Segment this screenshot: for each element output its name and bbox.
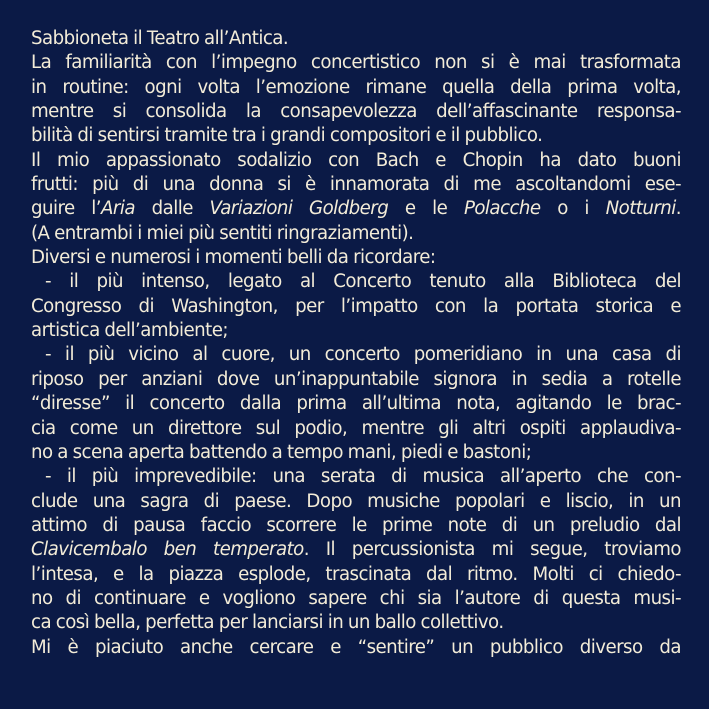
text-line-with-italics bbox=[31, 538, 681, 562]
text-line: in routine: ogni volta l’emozione rimane quella della prima volta, bbox=[31, 76, 681, 98]
text-span: dalle bbox=[134, 198, 210, 220]
text-line: bilità di sentirsi tramite tra i grandi compositori e il pubblico. bbox=[31, 125, 543, 147]
text-span: o i bbox=[540, 198, 606, 220]
text-line-with-italics bbox=[31, 197, 681, 221]
italic-title-clavicembalo: Clavicembalo ben temperato bbox=[31, 539, 304, 561]
text-line: Diversi e numerosi i momenti belli da ricordare: bbox=[31, 247, 436, 269]
text-span: guire l’ bbox=[31, 198, 102, 220]
text-line: ca così bella, perfetta per lanciarsi in un ballo collettivo. bbox=[31, 612, 504, 634]
document-body bbox=[31, 27, 681, 660]
text-line: Mi è piaciuto anche cercare e “sentire” un pubblico diverso da bbox=[31, 636, 681, 658]
text-line: no a scena aperta battendo a tempo mani, piedi e bastoni; bbox=[31, 441, 532, 463]
text-span: . bbox=[675, 198, 681, 220]
document-title: Sabbioneta il Teatro all’Antica. bbox=[31, 28, 289, 49]
text-line: clude una sagra di paese. Dopo musiche popolari e liscio, in un bbox=[31, 490, 681, 512]
text-line: La familiarità con l’impegno concertistico non si è mai trasformata bbox=[31, 52, 681, 74]
text-line: cia come un direttore sul podio, mentre gli altri ospiti applaudiva- bbox=[31, 417, 681, 439]
text-line: riposo per anziani dove un’inappuntabile signora in sedia a rotelle bbox=[31, 368, 681, 390]
text-span: e le bbox=[388, 198, 464, 220]
text-line: (A entrambi i miei più sentiti ringraziamenti). bbox=[31, 222, 414, 244]
list-item-line: - il più intenso, legato al Concerto tenuto alla Biblioteca del bbox=[45, 271, 681, 293]
text-line: attimo di pausa faccio scorrere le prime note di un preludio dal bbox=[31, 514, 681, 536]
text-line: Il mio appassionato sodalizio con Bach e Chopin ha dato buoni bbox=[31, 149, 681, 171]
italic-title-goldberg: Variazioni Goldberg bbox=[209, 198, 389, 220]
text-line: Congresso di Washington, per l’impatto con la portata storica e bbox=[31, 295, 681, 317]
text-line: frutti: più di una donna si è innamorata di me ascoltandomi ese- bbox=[31, 174, 681, 196]
italic-title-notturni: Notturni bbox=[605, 198, 676, 220]
text-span: . Il percussionista mi segue, troviamo bbox=[303, 539, 681, 561]
text-line: artistica dell’ambiente; bbox=[31, 320, 228, 342]
text-line: mentre si consolida la consapevolezza dell’affascinante responsa- bbox=[31, 101, 681, 123]
text-line: “diresse” il concerto dalla prima all’ultima nota, agitando le brac- bbox=[31, 393, 681, 415]
italic-title-polacche: Polacche bbox=[463, 198, 541, 220]
text-line: no di continuare e vogliono sapere chi sia l’autore di questa musi- bbox=[31, 587, 681, 609]
text-line: l’intesa, e la piazza esplode, trascinata dal ritmo. Molti ci chiedo- bbox=[31, 563, 681, 585]
list-item-line: - il più vicino al cuore, un concerto pomeridiano in una casa di bbox=[45, 344, 681, 366]
list-item-line: - il più imprevedibile: una serata di musica all’aperto che con- bbox=[45, 466, 681, 488]
italic-title-aria: Aria bbox=[101, 198, 135, 220]
